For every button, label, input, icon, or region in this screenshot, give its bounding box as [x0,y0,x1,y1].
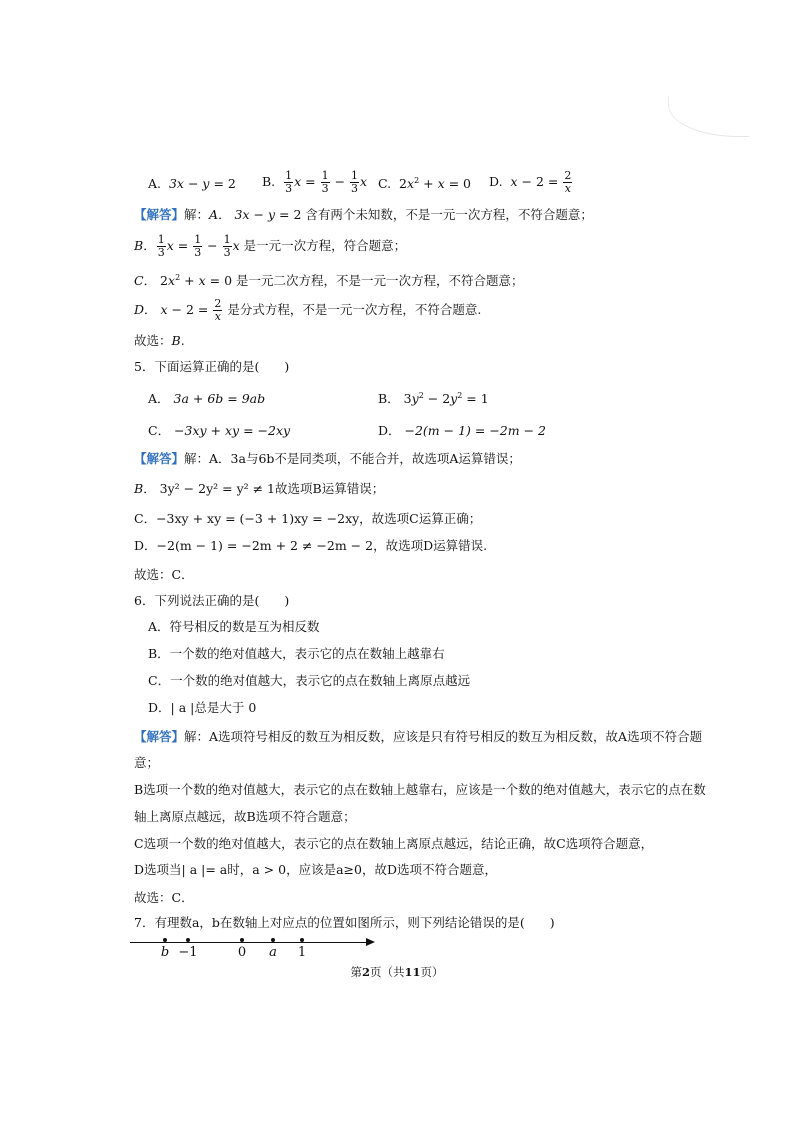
q5-stem: 5．下面运算正确的是( ) [134,359,290,374]
q6-solution-line-1b: 意； [134,755,160,770]
q6-solution-line-2b: 轴上离原点越远，故B选项不符合题意； [134,809,356,824]
label-minus-one: −1 [178,945,198,960]
label-one: 1 [297,945,307,960]
q5-solution-line-b: B． 3y² − 2y² = y² ≠ 1故选项B运算错误； [134,481,385,496]
q7-stem: 7．有理数a，b在数轴上对应点的位置如图所示，则下列结论错误的是( ) [134,915,555,930]
q6-answer: 故选：C． [134,890,194,905]
tick-b [163,938,167,942]
q5-solution-line-a: 【解答】解：A．3a与6b不是同类项，不能合并，故选项A运算错误； [134,451,521,466]
q4-solution-line-b: B． $\frac{1}{3}$ x = $\frac{1}{3}$ − $\frac{1}{3}$ x 是一元一次方程，符合题意； [134,233,407,259]
q5-solution-line-d: D．−2(m − 1) = −2m + 2 ≠ −2m − 2，故选项D运算错误. [134,538,488,553]
q5-option-a: A． 3a + 6b = 9ab [148,391,266,406]
page-footer: 第2页（共11页） [350,965,444,979]
q5-solution-line-c: C．−3xy + xy = (−3 + 1)xy = −2xy，故选项C运算正确； [134,511,482,526]
q4-option-d: D. x − 2 = $\frac{2}{x}$ [489,169,572,195]
q6-option-d: D．| a |总是大于 0 [148,700,257,715]
q6-stem: 6．下列说法正确的是( ) [134,593,290,608]
q4-solution-line-a: 【解答】解：A． 3x − y = 2 含有两个未知数，不是一元一次方程，不符合题意； [134,207,593,222]
q6-solution-line-4: D选项当| a |= a时，a > 0，应该是a≥0，故D选项不符合题意， [134,862,497,877]
q4-answer: 故选：B. [134,333,185,348]
tick-one [300,938,304,942]
q4-option-c: C. $2x^2 + x = 0$ [378,175,472,191]
number-line-arrow-icon [366,938,375,946]
q4-solution-line-d: D． x − 2 = $\frac{2}{x}$ 是分式方程，不是一元一次方程，不符合题意. [134,297,482,323]
q4-option-b: B. $\frac{1}{3}$ x = $\frac{1}{3}$ − $\frac{1}{3}$ x [262,169,368,195]
tick-a [271,938,275,942]
q6-option-c: C．一个数的绝对值越大，表示它的点在数轴上离原点越远 [148,673,471,688]
q4-solution-line-c: C． $2x^2 + x = 0$ 是一元二次方程，不是一元一次方程，不符合题意； [134,272,524,288]
q6-solution-line-3: C选项一个数的绝对值越大，表示它的点在数轴上离原点越远，结论正确，故C选项符合题意， [134,836,654,851]
q5-option-d: D． −2(m − 1) = −2m − 2 [378,423,546,438]
q6-solution-line-1: 【解答】解：A选项符号相反的数互为相反数，应该是只有符号相反的数互为相反数，故A选项不符合题 [134,729,703,744]
tick-minus-one [186,938,190,942]
q5-option-c: C． −3xy + xy = −2xy [148,423,291,438]
tick-zero [240,938,244,942]
q4-option-a: A. 3x − y = 2 [148,176,236,191]
q6-solution-line-2: B选项一个数的绝对值越大，表示它的点在数轴上越靠右，应该是一个数的绝对值越大，表示它的点在数 [134,782,706,797]
q6-option-b: B．一个数的绝对值越大，表示它的点在数轴上越靠右 [148,646,445,661]
label-b: b [160,945,170,960]
label-zero: 0 [237,945,247,960]
q5-option-b: B． $3y^2 - 2y^2 = 1$ [378,390,489,406]
page-curl-decoration [668,96,749,137]
q6-option-a: A．符号相反的数是互为相反数 [148,619,320,634]
q5-answer: 故选：C． [134,567,194,582]
label-a: a [269,945,277,960]
number-line-axis [130,942,368,943]
